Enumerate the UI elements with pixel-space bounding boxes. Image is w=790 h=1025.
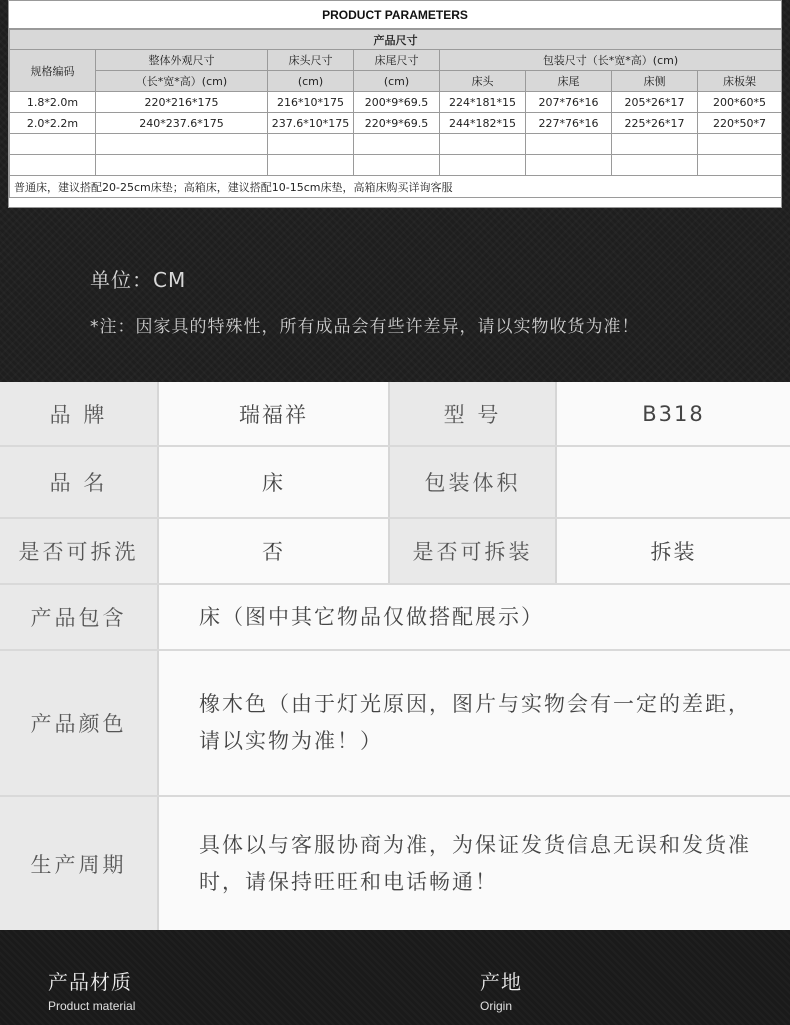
cell-pkg-foot: 227*76*16 xyxy=(526,113,612,134)
cell-pkg-head: 224*181*15 xyxy=(440,92,526,113)
cell-headboard: 216*10*175 xyxy=(268,92,354,113)
table-row-empty xyxy=(10,155,782,176)
contents-label: 产品包含 xyxy=(0,585,157,649)
top-band xyxy=(0,0,790,382)
bottom-band xyxy=(0,930,790,1025)
header-footboard-sub: (cm) xyxy=(354,71,440,92)
origin-heading xyxy=(480,966,522,1013)
package-volume-label: 包装体积 xyxy=(390,447,555,517)
cell-spec: 1.8*2.0m xyxy=(10,92,96,113)
cell-footboard: 200*9*69.5 xyxy=(354,92,440,113)
product-material-heading xyxy=(48,966,135,1013)
spec-row-name xyxy=(0,447,790,519)
cell-pkg-foot: 207*76*16 xyxy=(526,92,612,113)
color-value: 橡木色（由于灯光原因，图片与实物会有一定的差距，请以实物为准！） xyxy=(159,651,790,795)
cell-pkg-frame: 200*60*5 xyxy=(698,92,782,113)
model-label: 型 号 xyxy=(390,382,555,445)
production-cycle-label: 生产周期 xyxy=(0,797,157,930)
spec-row-cycle xyxy=(0,797,790,930)
unit-text: 单位：CM xyxy=(90,268,187,292)
washable-value: 否 xyxy=(159,519,388,583)
product-parameters-card xyxy=(8,0,782,208)
header-headboard-sub: (cm) xyxy=(268,71,354,92)
header-pkg-foot: 床尾 xyxy=(526,71,612,92)
product-material-zh: 产品材质 xyxy=(48,970,132,994)
detachable-label: 是否可拆装 xyxy=(390,519,555,583)
washable-label: 是否可拆洗 xyxy=(0,519,157,583)
header-pkg-side: 床侧 xyxy=(612,71,698,92)
color-label: 产品颜色 xyxy=(0,651,157,795)
origin-en: Origin xyxy=(480,999,513,1013)
spec-table xyxy=(0,382,790,930)
cell-footboard: 220*9*69.5 xyxy=(354,113,440,134)
header-overall-sub: （长*宽*高）(cm) xyxy=(96,71,268,92)
origin-zh: 产地 xyxy=(480,970,522,994)
disclaimer-text: *注：因家具的特殊性，所有成品会有些许差异，请以实物收货为准！ xyxy=(90,317,640,337)
header-pkg-head: 床头 xyxy=(440,71,526,92)
cell-pkg-frame: 220*50*7 xyxy=(698,113,782,134)
production-cycle-value: 具体以与客服协商为准，为保证发货信息无误和发货准时，请保持旺旺和电话畅通！ xyxy=(159,797,790,930)
product-material-en: Product material xyxy=(48,999,136,1013)
header-pkg-frame: 床板架 xyxy=(698,71,782,92)
spec-row-color xyxy=(0,651,790,797)
cell-pkg-side: 225*26*17 xyxy=(612,113,698,134)
name-value: 床 xyxy=(159,447,388,517)
header-overall: 整体外观尺寸 xyxy=(96,50,268,71)
dimensions-table xyxy=(9,29,782,198)
cell-pkg-side: 205*26*17 xyxy=(612,92,698,113)
header-footboard: 床尾尺寸 xyxy=(354,50,440,71)
spec-row-brand xyxy=(0,382,790,447)
table-row-empty xyxy=(10,134,782,155)
header-spec-code: 规格编码 xyxy=(10,50,96,92)
table-row xyxy=(10,113,782,134)
table-row xyxy=(10,92,782,113)
detachable-value: 拆装 xyxy=(557,519,790,583)
product-parameters-header: PRODUCT PARAMETERS xyxy=(9,1,781,29)
brand-value: 瑞福祥 xyxy=(159,382,388,445)
header-package: 包装尺寸（长*宽*高）(cm) xyxy=(440,50,782,71)
cell-headboard: 237.6*10*175 xyxy=(268,113,354,134)
spec-row-washable xyxy=(0,519,790,585)
model-value: B318 xyxy=(557,382,790,445)
name-label: 品 名 xyxy=(0,447,157,517)
package-volume-value xyxy=(557,447,790,517)
cell-spec: 2.0*2.2m xyxy=(10,113,96,134)
brand-label: 品 牌 xyxy=(0,382,157,445)
mattress-note: 普通床，建议搭配20-25cm床垫；高箱床，建议搭配10-15cm床垫，高箱床购买详询客服 xyxy=(10,176,782,198)
cell-pkg-head: 244*182*15 xyxy=(440,113,526,134)
header-headboard: 床头尺寸 xyxy=(268,50,354,71)
contents-value: 床（图中其它物品仅做搭配展示） xyxy=(159,585,790,649)
table-title: 产品尺寸 xyxy=(10,30,782,50)
spec-row-contents xyxy=(0,585,790,651)
cell-overall: 240*237.6*175 xyxy=(96,113,268,134)
cell-overall: 220*216*175 xyxy=(96,92,268,113)
